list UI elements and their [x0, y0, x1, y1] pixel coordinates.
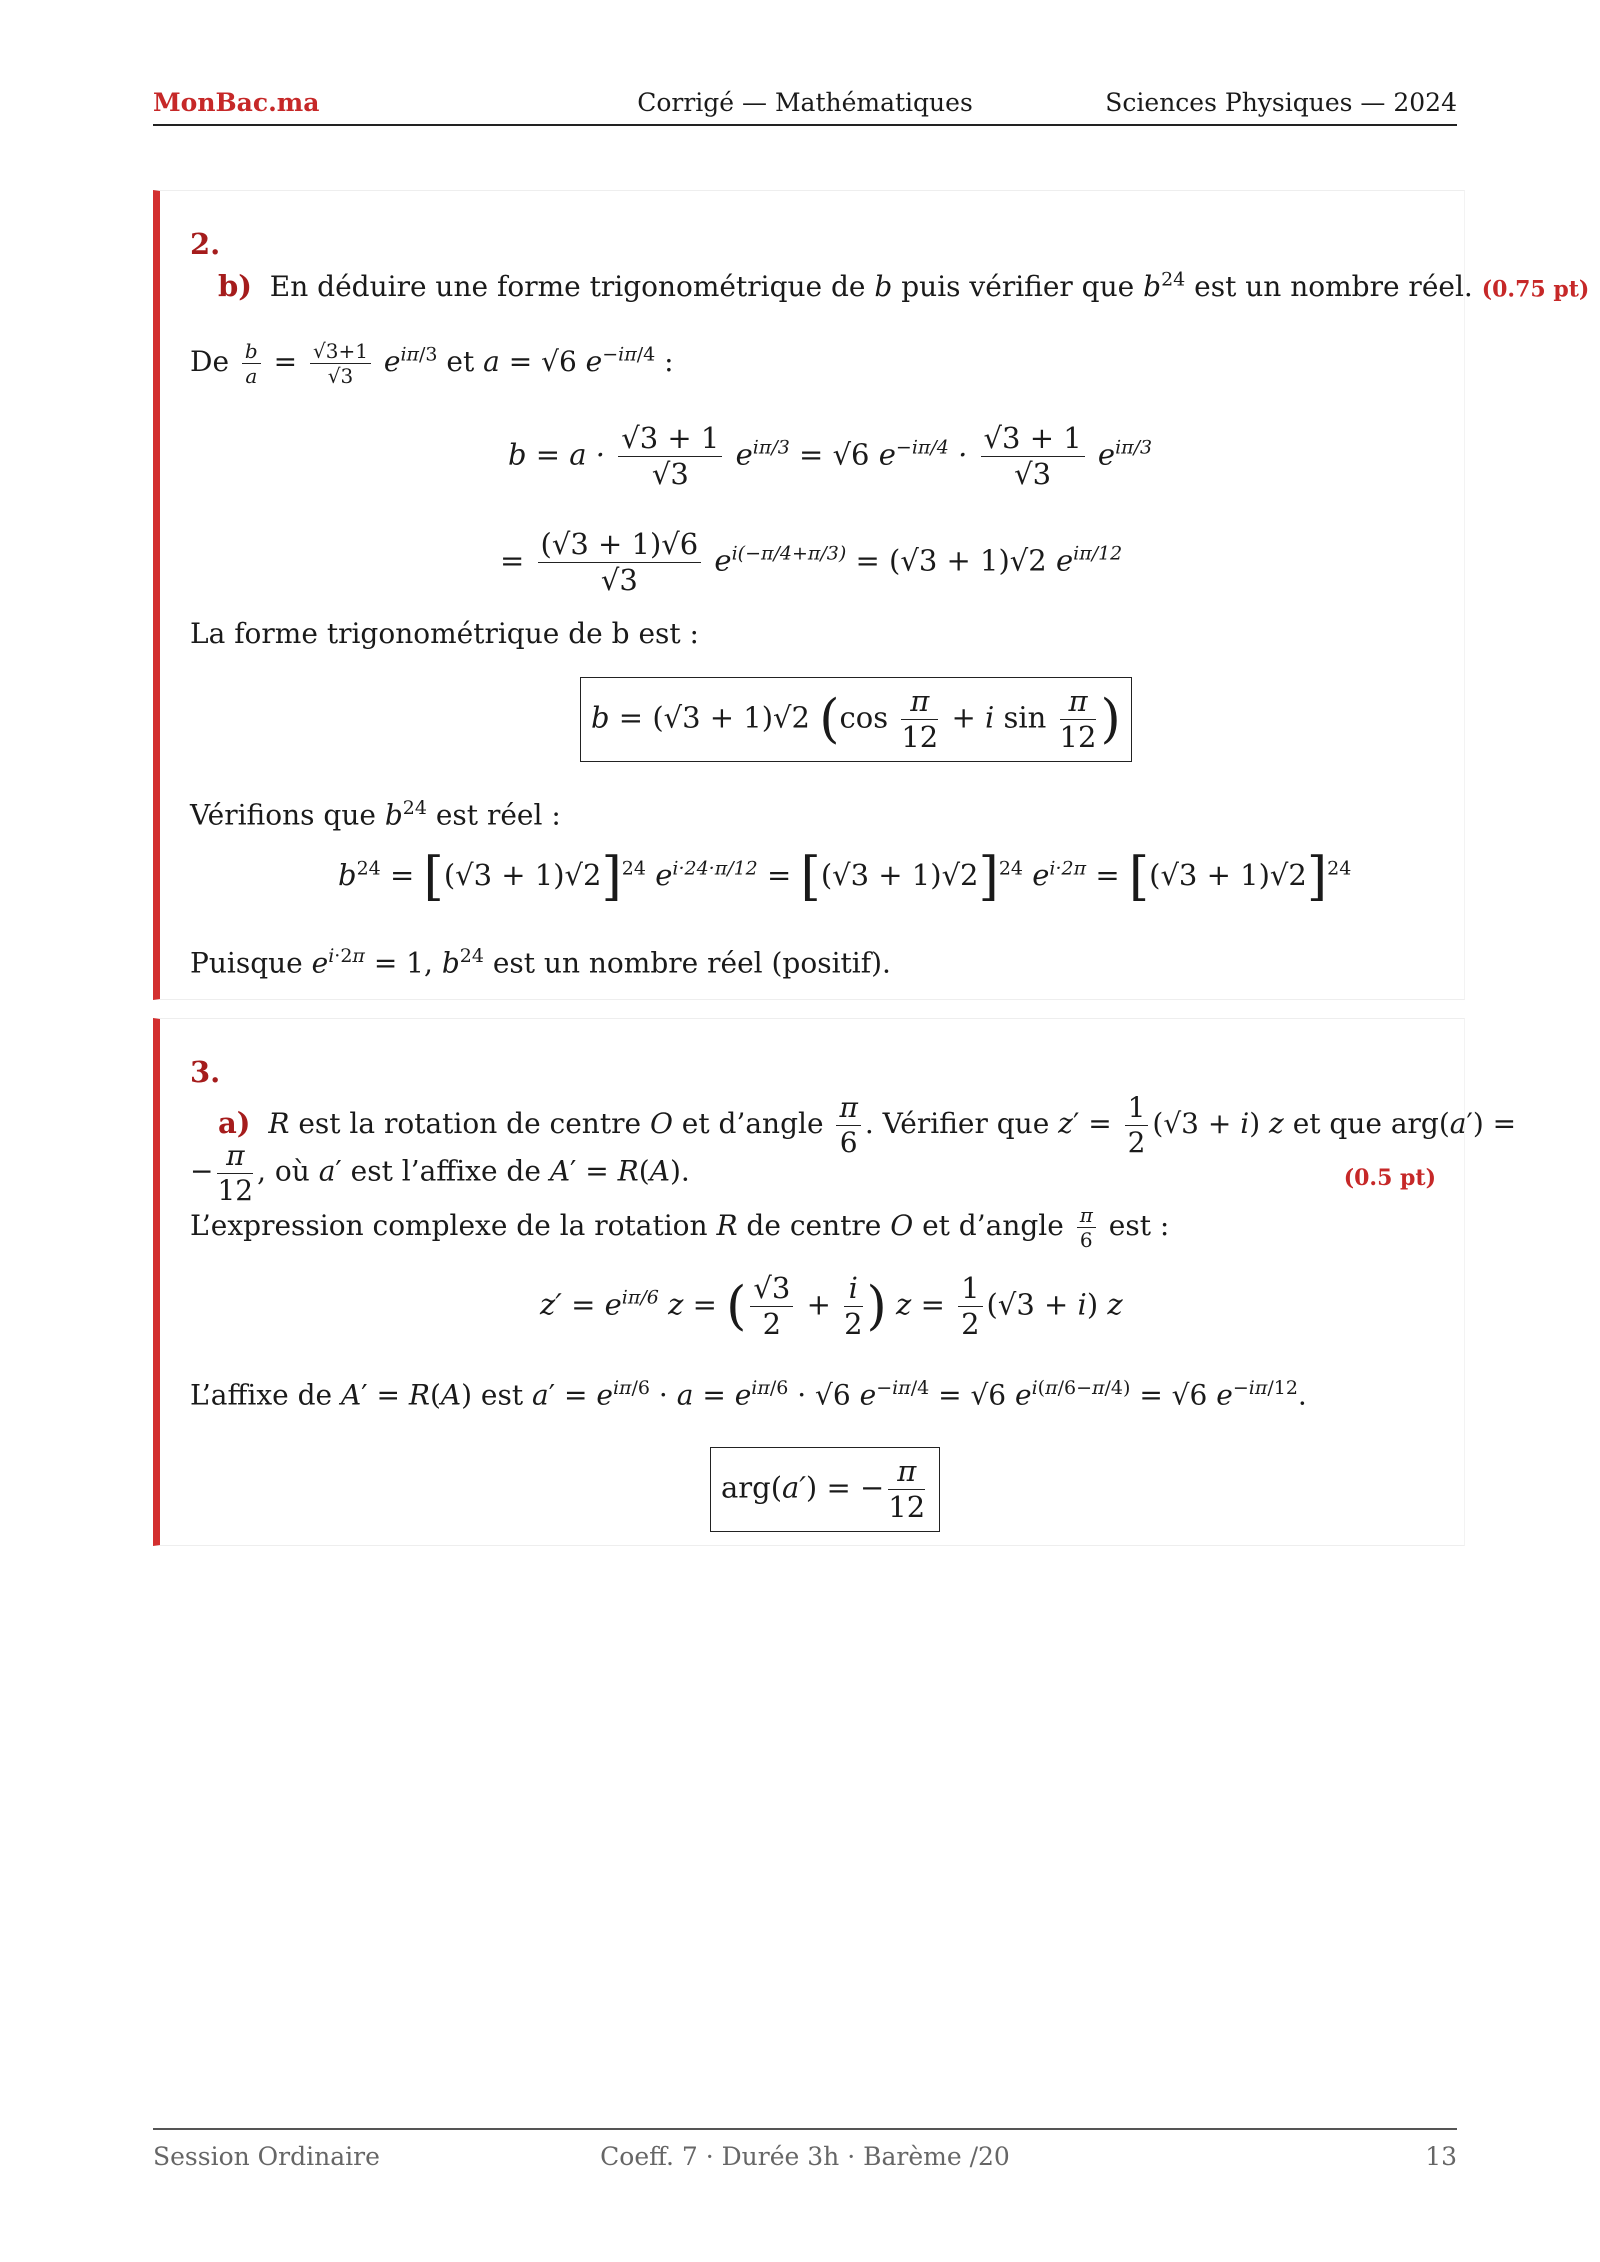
points-badge: (0.75 pt) [1481, 276, 1590, 303]
intro-line: De $\frac{b}{a}$ = $\frac{√3+1}{√3}$ $e^{i\pi/3}$ et a = √6 $e^{-i\pi/4}$ : [190, 339, 674, 388]
part-label: a) [218, 1105, 251, 1140]
page-header [153, 88, 1457, 126]
header-title: Corrigé — Mathématiques [637, 88, 973, 117]
question-statement-cont: − $\frac{\pi}{12}$ , où a′ est l’affixe de A′ = R(A). [190, 1139, 690, 1207]
equation-line-2: = $\frac{(√3 + 1)√6}{√3}$ $e^{i(-\pi/4+\pi/3)} = (√3 + 1)√2$ $e^{i\pi/12}$ [500, 527, 1123, 597]
affix-text: L’affixe de A′ = R(A) est $a' = e^{i\pi/6} \cdot a = e^{i\pi/6} \cdot √6$ $e^{-i\pi/4} = √6$ $e^{i(\pi/6-\pi/4)} = √6$ $e^{-i\pi/12}$. [190, 1377, 1307, 1412]
verify-text: Vérifions que $b^{24}$ est réel : [190, 797, 561, 832]
header-right: Sciences Physiques — 2024 [1105, 88, 1457, 117]
question-number: 2. [190, 227, 221, 261]
trig-form-box: b = (√3 + 1)√2 (cos $\frac{\pi}{12}$ + i sin $\frac{\pi}{12}$ ) [580, 677, 1132, 762]
question-2-box [153, 190, 1590, 1000]
footer-center: Coeff. 7 · Durée 3h · Barème /20 [600, 2142, 1010, 2171]
conclusion-text: Puisque $e^{i\cdot 2\pi} = 1$, $b^{24}$ est un nombre réel (positif). [190, 945, 891, 980]
verify-equation: $b^{24} = [(√3 + 1)√2]^{24}$ $e^{i\cdot 24\cdot\pi/12} = [(√3 + 1)√2]^{24}$ $e^{i\cdot 2\pi} = [(√3 + 1)√2]^{24}$ [338, 847, 1352, 907]
rotation-equation: $z' = e^{i\pi/6}$ z = ( $\frac{√3}{2}$ + $\frac{i}{2}$ ) z = $\frac{1}{2}$ (√3 + i) z [540, 1271, 1123, 1341]
brand-logo: MonBac.ma [153, 88, 320, 117]
intro-line: L’expression complexe de la rotation R de centre O et d’angle $\frac{\pi}{6}$ est : [190, 1203, 1170, 1252]
points-badge: (0.5 pt) [1343, 1165, 1436, 1191]
page-number: 13 [1425, 2142, 1457, 2171]
page-footer [153, 2128, 1457, 2170]
question-statement: b) En déduire une forme trigonométrique de b puis vérifier que $b^{24}$ est un nombre réel. (0.75 pt) [218, 269, 1590, 304]
footer-left: Session Ordinaire [153, 2142, 380, 2171]
trig-form-text: La forme trigonométrique de b est : [190, 617, 699, 650]
question-3-box [153, 1018, 1517, 1546]
result-box: arg(a′) = − $\frac{\pi}{12}$ [710, 1447, 940, 1532]
part-label: b) [218, 269, 252, 304]
question-statement: a) R est la rotation de centre O et d’angle $\frac{\pi}{6}$ . Vérifier que z′ = $\frac{1}{2}$ (√3 + i) z et que arg(a′) = [218, 1091, 1517, 1159]
question-number: 3. [190, 1055, 221, 1089]
equation-line-1: b = a · $\frac{√3 + 1}{√3}$ $e^{i\pi/3} = √6$ $e^{-i\pi/4}$ · $\frac{√3 + 1}{√3}$ $e^{i\pi/3}$ [508, 421, 1153, 491]
